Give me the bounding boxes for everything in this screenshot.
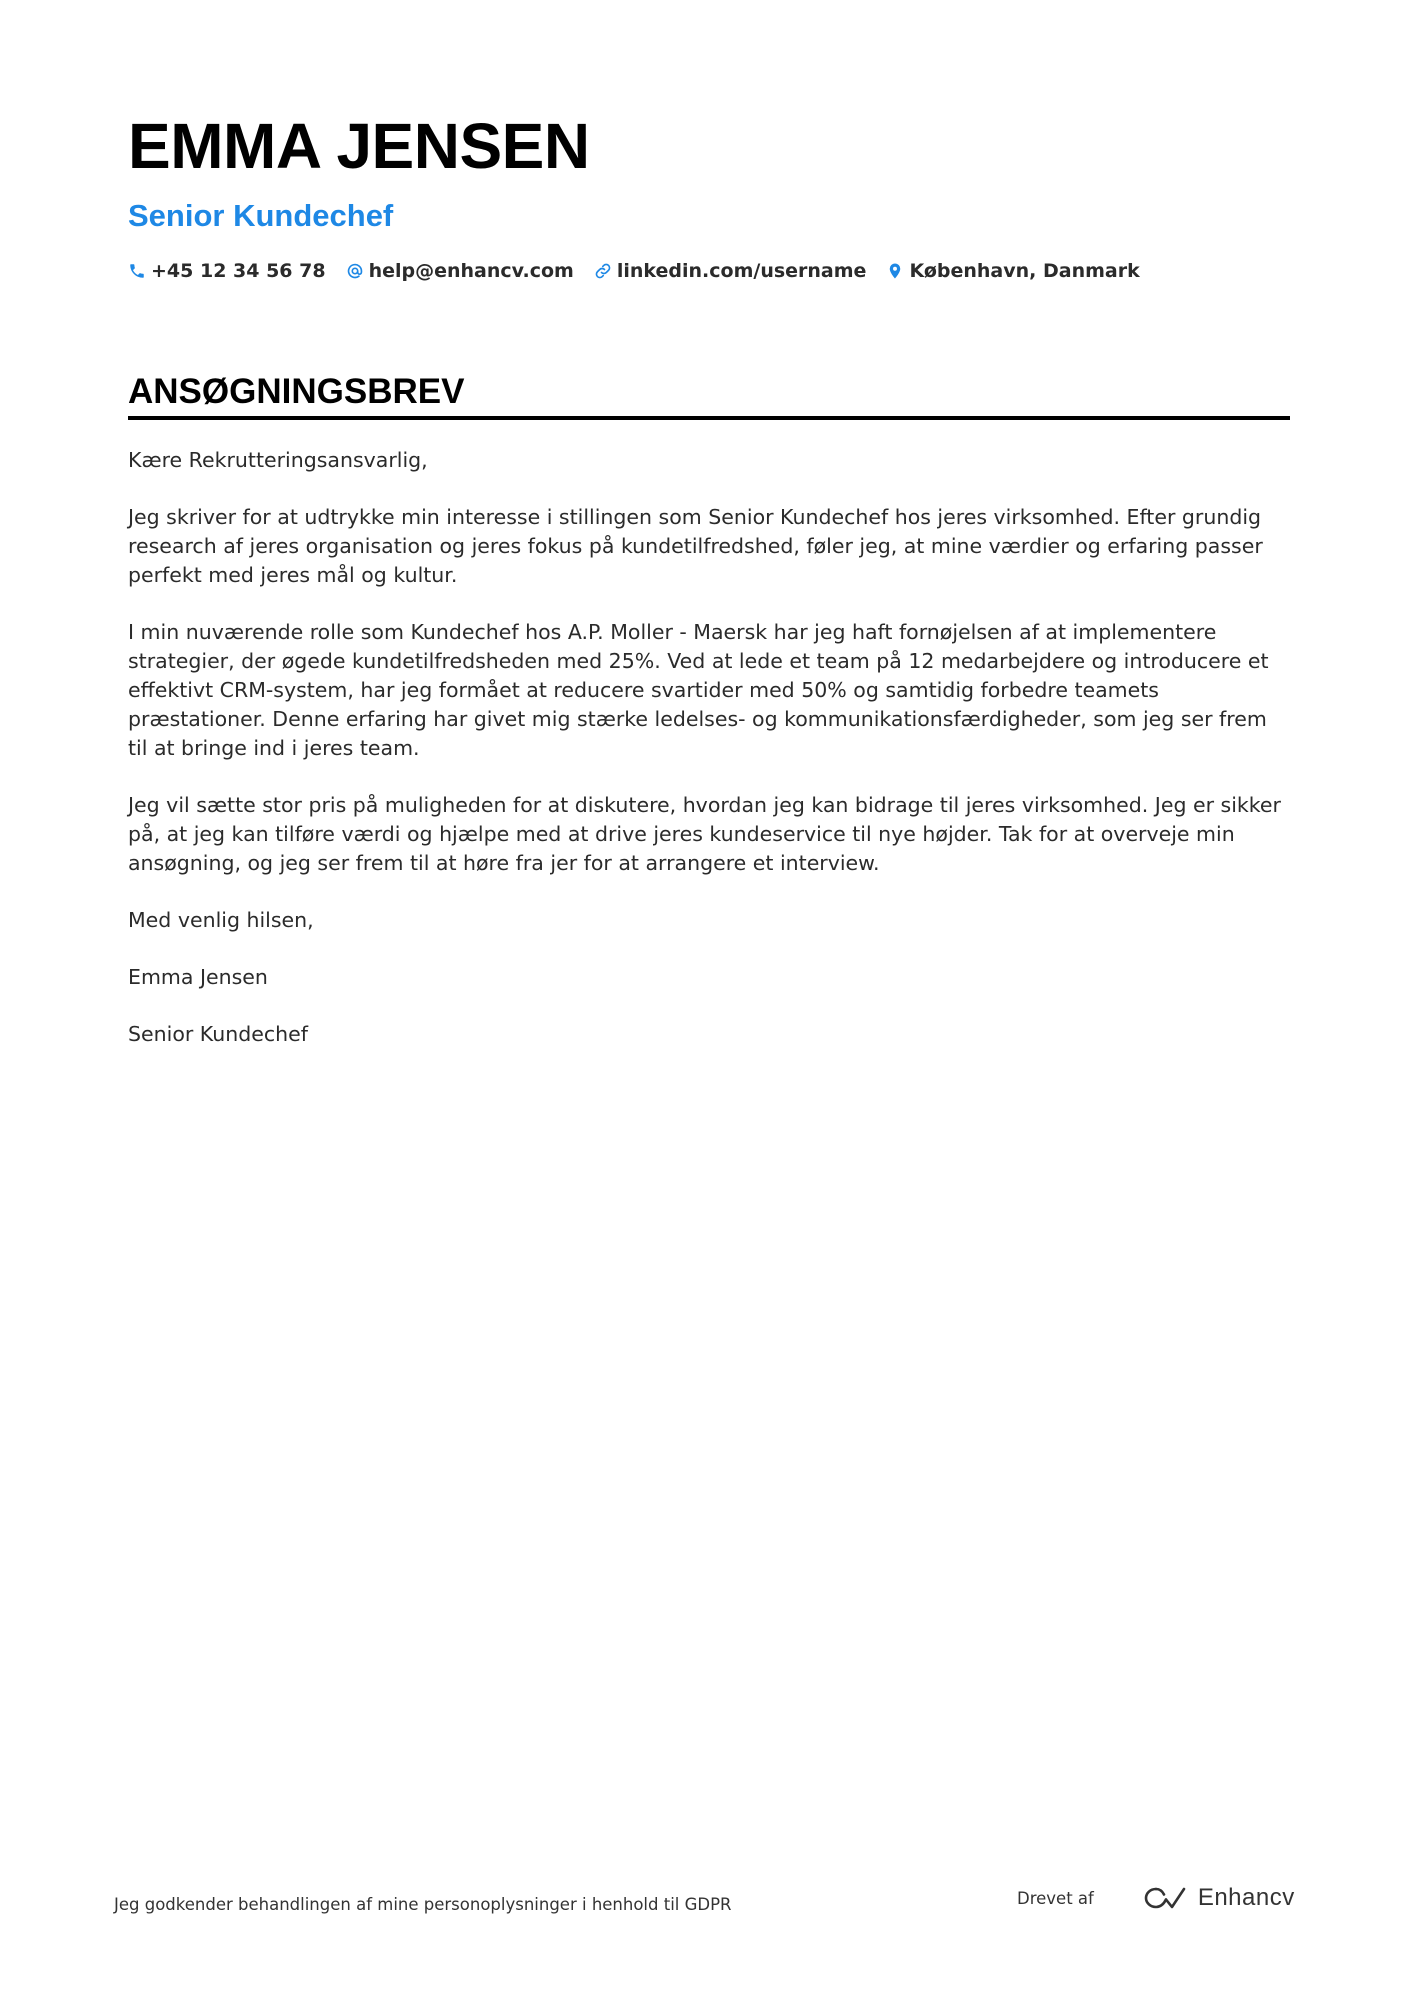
letter-paragraph: Jeg vil sætte stor pris på muligheden for at diskutere, hvordan jeg kan bidrage til jeres virksomhed. Jeg er sikker på, at jeg kan tilføre værdi og hjælpe med at drive jeres kundeservice til nye højder. Tak for at overveje min ansøgning, og jeg ser frem til at høre fra jer for at arrangere et interview. — [128, 793, 1281, 875]
applicant-name: EMMA JENSEN — [128, 110, 590, 182]
contact-location — [886, 260, 1139, 282]
signature-name: Emma Jensen — [128, 965, 268, 989]
powered-by — [1017, 1884, 1295, 1912]
phone-icon — [128, 262, 146, 280]
contact-linkedin-text: linkedin.com/username — [616, 260, 867, 282]
letter-paragraph: Jeg skriver for at udtrykke min interesse i stillingen som Senior Kundechef hos jeres virksomhed. Efter grundig research af jeres organisation og jeres fokus på kundetilfredshed, føler jeg, at mine værdier og erfaring passer perfekt med jeres mål og kultur. — [128, 505, 1263, 587]
powered-by-label: Drevet af — [1017, 1888, 1094, 1908]
job-title: Senior Kundechef — [128, 198, 394, 233]
cover-letter-page — [128, 110, 1290, 1077]
at-icon — [346, 262, 364, 280]
letter-body — [128, 446, 1290, 1049]
contact-linkedin — [594, 260, 867, 282]
section-divider — [128, 416, 1290, 420]
enhancv-logo[interactable] — [1142, 1884, 1295, 1912]
signature-title: Senior Kundechef — [128, 1022, 308, 1046]
contact-phone-text: +45 12 34 56 78 — [151, 260, 326, 282]
contact-phone — [128, 260, 326, 282]
gdpr-consent: Jeg godkender behandlingen af mine personoplysninger i henhold til GDPR — [114, 1895, 732, 1914]
brand-name: Enhancv — [1197, 1884, 1295, 1911]
letter-greeting: Kære Rekrutteringsansvarlig, — [128, 448, 428, 472]
location-pin-icon — [886, 262, 904, 280]
link-icon — [594, 262, 612, 280]
letter-closing: Med venlig hilsen, — [128, 908, 314, 932]
contact-location-text: København, Danmark — [909, 260, 1140, 282]
enhancv-logo-icon — [1142, 1885, 1188, 1911]
contact-email — [346, 260, 574, 282]
letter-paragraph: I min nuværende rolle som Kundechef hos A.P. Moller - Maersk har jeg haft fornøjelsen af at implementere strategier, der øgede kundetilfredsheden med 25%. Ved at lede et team på 12 medarbejdere og introducere et effektivt CRM-system, har jeg formået at reducere svartider med 50% og samtidig forbedre teamets præstationer. Denne erfaring har givet mig stærke ledelses- og kommunikationsfærdigheder, som jeg ser frem til at bringe ind i jeres team. — [128, 620, 1269, 760]
contact-bar — [128, 256, 1290, 286]
section-title: ANSØGNINGSBREV — [128, 372, 465, 411]
contact-email-text: help@enhancv.com — [368, 260, 574, 282]
